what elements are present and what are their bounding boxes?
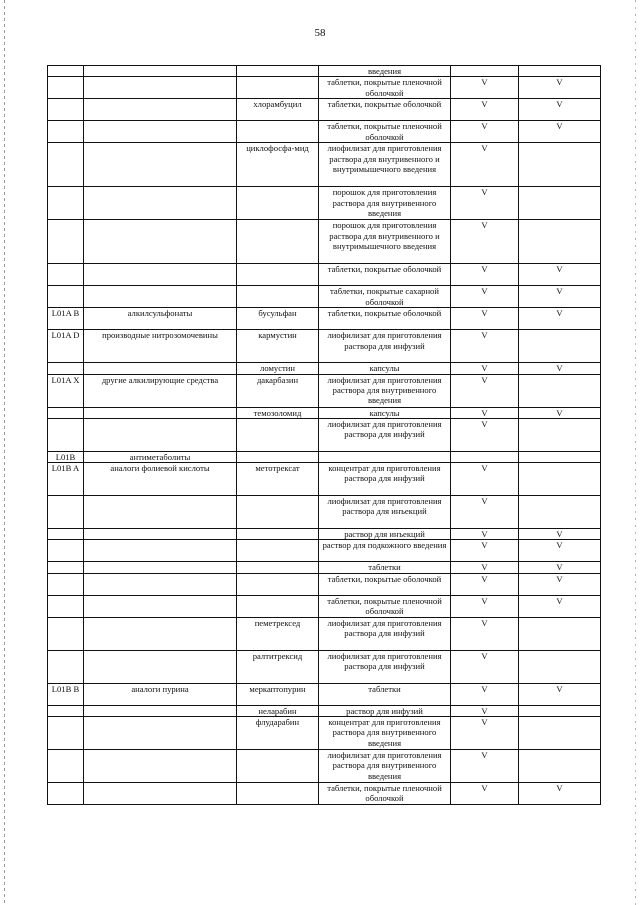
drug-table	[47, 65, 601, 805]
mark-cell-b	[519, 717, 601, 750]
dosage-form-cell: лиофилизат для приготовления раствора для внутривенного введения	[319, 374, 451, 407]
table-row	[48, 650, 601, 683]
atc-code-cell	[48, 363, 84, 374]
dosage-form-cell: таблетки	[319, 683, 451, 705]
table-row	[48, 595, 601, 617]
mark-cell-a: V	[451, 705, 519, 716]
mark-cell-b	[519, 187, 601, 220]
group-cell	[84, 750, 237, 783]
drug-name-cell	[237, 573, 319, 595]
mark-cell-b	[519, 496, 601, 529]
drug-name-cell	[237, 77, 319, 99]
table-row	[48, 77, 601, 99]
dosage-form-cell: раствор для инъекций	[319, 529, 451, 540]
drug-name-cell: кармустин	[237, 330, 319, 363]
atc-code-cell: L01B B	[48, 683, 84, 705]
drug-name-cell: темозоломид	[237, 407, 319, 418]
mark-cell-a: V	[451, 595, 519, 617]
mark-cell-a: V	[451, 783, 519, 805]
group-cell	[84, 66, 237, 77]
group-cell	[84, 264, 237, 286]
atc-code-cell	[48, 264, 84, 286]
mark-cell-b	[519, 463, 601, 496]
group-cell	[84, 363, 237, 374]
table-row	[48, 717, 601, 750]
drug-name-cell: меркаптопурин	[237, 683, 319, 705]
mark-cell-a: V	[451, 496, 519, 529]
mark-cell-a: V	[451, 121, 519, 143]
scan-edge-right	[635, 0, 636, 905]
dosage-form-cell: таблетки, покрытые пленочной оболочкой	[319, 77, 451, 99]
mark-cell-a: V	[451, 617, 519, 650]
scan-edge-left	[4, 0, 5, 905]
mark-cell-a: V	[451, 286, 519, 308]
group-cell: другие алкилирующие средства	[84, 374, 237, 407]
mark-cell-a: V	[451, 529, 519, 540]
mark-cell-a: V	[451, 363, 519, 374]
mark-cell-b: V	[519, 121, 601, 143]
atc-code-cell	[48, 496, 84, 529]
group-cell: алкилсульфонаты	[84, 308, 237, 330]
mark-cell-b	[519, 374, 601, 407]
drug-name-cell	[237, 595, 319, 617]
mark-cell-b	[519, 143, 601, 187]
dosage-form-cell: таблетки, покрытые оболочкой	[319, 308, 451, 330]
atc-code-cell	[48, 595, 84, 617]
dosage-form-cell: таблетки, покрытые пленочной оболочкой	[319, 595, 451, 617]
table-row	[48, 540, 601, 562]
drug-name-cell	[237, 451, 319, 462]
mark-cell-a: V	[451, 717, 519, 750]
mark-cell-b	[519, 220, 601, 264]
group-cell	[84, 187, 237, 220]
drug-name-cell: метотрексат	[237, 463, 319, 496]
mark-cell-b	[519, 66, 601, 77]
group-cell	[84, 595, 237, 617]
atc-code-cell	[48, 77, 84, 99]
dosage-form-cell: таблетки, покрытые пленочной оболочкой	[319, 121, 451, 143]
mark-cell-b: V	[519, 99, 601, 121]
dosage-form-cell: введения	[319, 66, 451, 77]
table-row	[48, 617, 601, 650]
atc-code-cell	[48, 783, 84, 805]
mark-cell-a: V	[451, 308, 519, 330]
drug-name-cell: бусульфан	[237, 308, 319, 330]
mark-cell-a: V	[451, 418, 519, 451]
table-row	[48, 187, 601, 220]
mark-cell-a: V	[451, 143, 519, 187]
drug-name-cell	[237, 529, 319, 540]
atc-code-cell	[48, 99, 84, 121]
mark-cell-b: V	[519, 595, 601, 617]
dosage-form-cell: лиофилизат для приготовления раствора для инфузий	[319, 650, 451, 683]
mark-cell-a	[451, 66, 519, 77]
group-cell	[84, 121, 237, 143]
mark-cell-b: V	[519, 77, 601, 99]
mark-cell-b	[519, 418, 601, 451]
table-row	[48, 451, 601, 462]
table-row	[48, 407, 601, 418]
mark-cell-b: V	[519, 286, 601, 308]
drug-name-cell	[237, 418, 319, 451]
dosage-form-cell: лиофилизат для приготовления раствора для инъекций	[319, 496, 451, 529]
atc-code-cell	[48, 187, 84, 220]
table-row	[48, 783, 601, 805]
mark-cell-b: V	[519, 540, 601, 562]
dosage-form-cell: лиофилизат для приготовления раствора для внутривенного и внутримышечного введения	[319, 143, 451, 187]
mark-cell-b	[519, 650, 601, 683]
group-cell	[84, 407, 237, 418]
dosage-form-cell: концентрат для приготовления раствора для внутривенного введения	[319, 717, 451, 750]
mark-cell-a	[451, 451, 519, 462]
table-row	[48, 99, 601, 121]
group-cell: аналоги пурина	[84, 683, 237, 705]
atc-code-cell	[48, 66, 84, 77]
mark-cell-a: V	[451, 187, 519, 220]
table-row	[48, 573, 601, 595]
table-row	[48, 683, 601, 705]
mark-cell-a: V	[451, 540, 519, 562]
drug-name-cell: ломустин	[237, 363, 319, 374]
atc-code-cell	[48, 705, 84, 716]
atc-code-cell	[48, 121, 84, 143]
group-cell	[84, 650, 237, 683]
mark-cell-b: V	[519, 562, 601, 573]
atc-code-cell	[48, 143, 84, 187]
group-cell	[84, 529, 237, 540]
atc-code-cell	[48, 617, 84, 650]
drug-name-cell	[237, 562, 319, 573]
dosage-form-cell: раствор для подкожного введения	[319, 540, 451, 562]
group-cell	[84, 717, 237, 750]
drug-name-cell	[237, 783, 319, 805]
mark-cell-b	[519, 617, 601, 650]
mark-cell-a: V	[451, 683, 519, 705]
drug-name-cell: циклофосфа-мид	[237, 143, 319, 187]
atc-code-cell: L01B A	[48, 463, 84, 496]
table-row	[48, 529, 601, 540]
group-cell	[84, 540, 237, 562]
group-cell: антиметаболиты	[84, 451, 237, 462]
mark-cell-a: V	[451, 650, 519, 683]
mark-cell-a: V	[451, 407, 519, 418]
group-cell	[84, 783, 237, 805]
atc-code-cell	[48, 529, 84, 540]
table-row	[48, 363, 601, 374]
dosage-form-cell: таблетки, покрытые оболочкой	[319, 264, 451, 286]
dosage-form-cell: порошок для приготовления раствора для внутривенного введения	[319, 187, 451, 220]
drug-name-cell: ралтитрексид	[237, 650, 319, 683]
dosage-form-cell: концентрат для приготовления раствора для инфузий	[319, 463, 451, 496]
table-row	[48, 463, 601, 496]
mark-cell-b: V	[519, 529, 601, 540]
dosage-form-cell: капсулы	[319, 363, 451, 374]
mark-cell-b	[519, 451, 601, 462]
table-row	[48, 374, 601, 407]
table-row	[48, 264, 601, 286]
dosage-form-cell: лиофилизат для приготовления раствора для инфузий	[319, 418, 451, 451]
mark-cell-a: V	[451, 463, 519, 496]
table-body	[48, 66, 601, 805]
group-cell	[84, 573, 237, 595]
table-row	[48, 308, 601, 330]
atc-code-cell	[48, 562, 84, 573]
atc-code-cell	[48, 573, 84, 595]
dosage-form-cell: лиофилизат для приготовления раствора для инфузий	[319, 330, 451, 363]
table-row	[48, 286, 601, 308]
atc-code-cell	[48, 407, 84, 418]
mark-cell-a: V	[451, 750, 519, 783]
mark-cell-b	[519, 330, 601, 363]
dosage-form-cell: таблетки, покрытые пленочной оболочкой	[319, 783, 451, 805]
group-cell	[84, 418, 237, 451]
table-row	[48, 496, 601, 529]
mark-cell-a: V	[451, 330, 519, 363]
atc-code-cell	[48, 540, 84, 562]
drug-name-cell	[237, 264, 319, 286]
mark-cell-b	[519, 705, 601, 716]
drug-name-cell	[237, 496, 319, 529]
atc-code-cell	[48, 286, 84, 308]
drug-name-cell: дакарбазин	[237, 374, 319, 407]
dosage-form-cell: капсулы	[319, 407, 451, 418]
atc-code-cell: L01A D	[48, 330, 84, 363]
drug-name-cell	[237, 220, 319, 264]
table-row	[48, 66, 601, 77]
mark-cell-b: V	[519, 308, 601, 330]
mark-cell-a: V	[451, 77, 519, 99]
atc-code-cell	[48, 717, 84, 750]
group-cell	[84, 143, 237, 187]
mark-cell-a: V	[451, 220, 519, 264]
dosage-form-cell: порошок для приготовления раствора для внутривенного и внутримышечного введения	[319, 220, 451, 264]
group-cell	[84, 562, 237, 573]
group-cell: аналоги фолиевой кислоты	[84, 463, 237, 496]
group-cell	[84, 617, 237, 650]
group-cell	[84, 286, 237, 308]
mark-cell-a: V	[451, 374, 519, 407]
dosage-form-cell: таблетки, покрытые оболочкой	[319, 99, 451, 121]
mark-cell-b: V	[519, 363, 601, 374]
group-cell	[84, 77, 237, 99]
table-row	[48, 121, 601, 143]
dosage-form-cell	[319, 451, 451, 462]
atc-code-cell: L01A X	[48, 374, 84, 407]
mark-cell-a: V	[451, 264, 519, 286]
drug-name-cell	[237, 286, 319, 308]
drug-name-cell	[237, 750, 319, 783]
table-row	[48, 418, 601, 451]
dosage-form-cell: лиофилизат для приготовления раствора для внутривенного введения	[319, 750, 451, 783]
drug-name-cell: неларабин	[237, 705, 319, 716]
atc-code-cell	[48, 650, 84, 683]
group-cell	[84, 220, 237, 264]
table-row	[48, 750, 601, 783]
drug-name-cell	[237, 187, 319, 220]
drug-name-cell	[237, 540, 319, 562]
group-cell	[84, 99, 237, 121]
atc-code-cell	[48, 750, 84, 783]
table-row	[48, 562, 601, 573]
group-cell	[84, 496, 237, 529]
drug-name-cell	[237, 121, 319, 143]
mark-cell-a: V	[451, 562, 519, 573]
dosage-form-cell: таблетки	[319, 562, 451, 573]
drug-name-cell: флударабин	[237, 717, 319, 750]
table-row	[48, 330, 601, 363]
dosage-form-cell: раствор для инфузий	[319, 705, 451, 716]
mark-cell-a: V	[451, 573, 519, 595]
mark-cell-b	[519, 750, 601, 783]
table-row	[48, 705, 601, 716]
dosage-form-cell: таблетки, покрытые оболочкой	[319, 573, 451, 595]
mark-cell-a: V	[451, 99, 519, 121]
atc-code-cell	[48, 418, 84, 451]
atc-code-cell	[48, 220, 84, 264]
group-cell: производные нитрозомочевины	[84, 330, 237, 363]
mark-cell-b: V	[519, 783, 601, 805]
atc-code-cell: L01A B	[48, 308, 84, 330]
drug-name-cell: пеметрексед	[237, 617, 319, 650]
table-row	[48, 143, 601, 187]
mark-cell-b: V	[519, 407, 601, 418]
atc-code-cell: L01B	[48, 451, 84, 462]
mark-cell-b: V	[519, 264, 601, 286]
mark-cell-b: V	[519, 573, 601, 595]
dosage-form-cell: лиофилизат для приготовления раствора для инфузий	[319, 617, 451, 650]
page-number: 58	[314, 27, 326, 39]
drug-name-cell	[237, 66, 319, 77]
drug-name-cell: хлорамбуцил	[237, 99, 319, 121]
group-cell	[84, 705, 237, 716]
table-row	[48, 220, 601, 264]
mark-cell-b: V	[519, 683, 601, 705]
dosage-form-cell: таблетки, покрытые сахарной оболочкой	[319, 286, 451, 308]
